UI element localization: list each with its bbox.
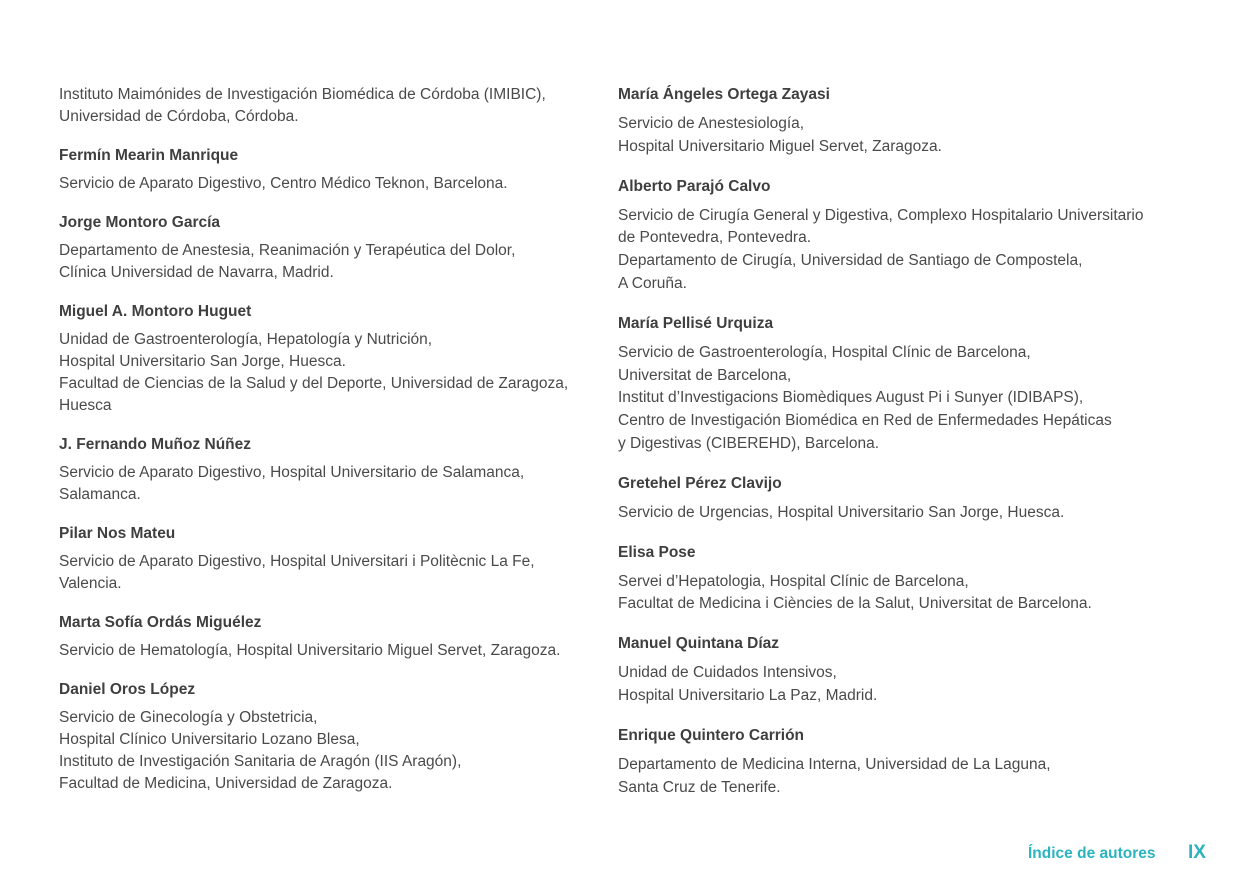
- affiliation-line: Instituto de Investigación Sanitaria de Aragón (IIS Aragón),: [59, 753, 462, 770]
- authors-column-right: [618, 84, 1188, 816]
- affiliation-line: Universitat de Barcelona,: [618, 366, 792, 384]
- affiliation-line: Servicio de Aparato Digestivo, Centro Médico Teknon, Barcelona.: [59, 175, 508, 192]
- affiliation-line: Departamento de Anestesia, Reanimación y Terapéutica del Dolor,: [59, 242, 516, 259]
- author-entry: [59, 212, 589, 284]
- affiliation-line: Servicio de Aparato Digestivo, Hospital Universitario de Salamanca,: [59, 464, 525, 481]
- author-entry: [618, 633, 1188, 708]
- affiliation-line: Hospital Universitario La Paz, Madrid.: [618, 686, 878, 704]
- affiliation-line: Servicio de Anestesiología,: [618, 115, 805, 132]
- author-entry: [59, 301, 589, 417]
- author-entry: [59, 434, 589, 506]
- author-affiliation: [59, 462, 589, 506]
- author-name: Fermín Mearin Manrique: [59, 147, 239, 164]
- author-name: Marta Sofía Ordás Miguélez: [59, 614, 262, 631]
- affiliation-line: Unidad de Gastroenterología, Hepatología y Nutrición,: [59, 331, 433, 348]
- author-affiliation: [618, 754, 1188, 800]
- author-entry: [618, 84, 1188, 159]
- affiliation-line: Servicio de Cirugía General y Digestiva, Complexo Hospitalario Universitario: [618, 206, 1144, 224]
- author-affiliation: [59, 551, 589, 595]
- author-affiliation: [618, 662, 1188, 708]
- affiliation-line: de Pontevedra, Pontevedra.: [618, 229, 812, 247]
- author-name: Elisa Pose: [618, 543, 696, 561]
- affiliation-line: Servicio de Gastroenterología, Hospital Clínic de Barcelona,: [618, 343, 1031, 361]
- affiliation-line: Hospital Clínico Universitario Lozano Blesa,: [59, 731, 360, 748]
- author-entry: [59, 679, 589, 795]
- author-name: Miguel A. Montoro Huguet: [59, 303, 252, 320]
- affiliation-line: Clínica Universidad de Navarra, Madrid.: [59, 264, 334, 281]
- author-entry: [59, 145, 589, 195]
- affiliation-line: Hospital Universitario Miguel Servet, Zaragoza.: [618, 137, 942, 155]
- author-entry: [618, 313, 1188, 456]
- page-footer: [0, 842, 1241, 868]
- affiliation-line: Departamento de Cirugía, Universidad de Santiago de Compostela,: [618, 252, 1083, 270]
- author-name: Jorge Montoro García: [59, 214, 221, 231]
- affiliation-line: Unidad de Cuidados Intensivos,: [618, 664, 837, 682]
- author-entry: [618, 473, 1188, 525]
- author-entry: [618, 542, 1188, 617]
- author-name: Alberto Parajó Calvo: [618, 177, 771, 195]
- affiliation-line: Salamanca.: [59, 486, 141, 503]
- author-name: Enrique Quintero Carrión: [618, 726, 805, 744]
- author-entry: [59, 523, 589, 595]
- affiliation-line: Servicio de Urgencias, Hospital Universitario San Jorge, Huesca.: [618, 503, 1065, 521]
- author-affiliation: [618, 342, 1188, 456]
- author-entry: [618, 725, 1188, 800]
- affiliation-line: Centro de Investigación Biomédica en Red de Enfermedades Hepáticas: [618, 412, 1112, 430]
- affiliation-line: Santa Cruz de Tenerife.: [618, 778, 781, 796]
- affiliation-line: Instituto Maimónides de Investigación Biomédica de Córdoba (IMIBIC),: [59, 86, 546, 103]
- author-affiliation: [618, 571, 1188, 617]
- author-entry: [59, 84, 589, 128]
- affiliation-line: Servicio de Ginecología y Obstetricia,: [59, 709, 318, 726]
- affiliation-line: y Digestivas (CIBEREHD), Barcelona.: [618, 434, 879, 452]
- author-affiliation: [618, 113, 1188, 159]
- affiliation-line: Servei d’Hepatologia, Hospital Clínic de Barcelona,: [618, 572, 969, 590]
- authors-column-left: [59, 84, 589, 812]
- affiliation-line: Facultat de Medicina i Ciències de la Salut, Universitat de Barcelona.: [618, 595, 1092, 613]
- author-name: Daniel Oros López: [59, 681, 196, 698]
- affiliation-line: Universidad de Córdoba, Córdoba.: [59, 108, 299, 125]
- author-entry: [59, 612, 589, 662]
- affiliation-line: Institut d’Investigacions Biomèdiques August Pi i Sunyer (IDIBAPS),: [618, 389, 1084, 407]
- section-title: Índice de autores: [1028, 845, 1156, 862]
- author-affiliation: [618, 502, 1188, 525]
- author-affiliation: [59, 240, 589, 284]
- author-name: Pilar Nos Mateu: [59, 525, 176, 542]
- author-affiliation: [618, 205, 1188, 296]
- affiliation-line: Facultad de Ciencias de la Salud y del Deporte, Universidad de Zaragoza,: [59, 375, 569, 392]
- author-affiliation: [59, 707, 589, 795]
- affiliation-line: Servicio de Hematología, Hospital Universitario Miguel Servet, Zaragoza.: [59, 642, 561, 659]
- affiliation-line: Facultad de Medicina, Universidad de Zaragoza.: [59, 775, 393, 792]
- affiliation-line: Servicio de Aparato Digestivo, Hospital Universitari i Politècnic La Fe,: [59, 553, 535, 570]
- affiliation-line: Departamento de Medicina Interna, Universidad de La Laguna,: [618, 755, 1051, 773]
- affiliation-line: Valencia.: [59, 575, 122, 592]
- affiliation-line: A Coruña.: [618, 274, 687, 292]
- author-affiliation: [59, 173, 589, 195]
- author-name: J. Fernando Muñoz Núñez: [59, 436, 252, 453]
- page-number: IX: [1188, 842, 1206, 863]
- author-affiliation: [59, 640, 589, 662]
- affiliation-line: Hospital Universitario San Jorge, Huesca.: [59, 353, 346, 370]
- author-entry: [618, 176, 1188, 296]
- author-name: Gretehel Pérez Clavijo: [618, 474, 782, 492]
- affiliation-line: Huesca: [59, 397, 112, 414]
- author-name: María Ángeles Ortega Zayasi: [618, 86, 830, 103]
- author-name: Manuel Quintana Díaz: [618, 635, 780, 653]
- author-name: María Pellisé Urquiza: [618, 314, 774, 332]
- author-affiliation: [59, 84, 589, 128]
- author-affiliation: [59, 329, 589, 417]
